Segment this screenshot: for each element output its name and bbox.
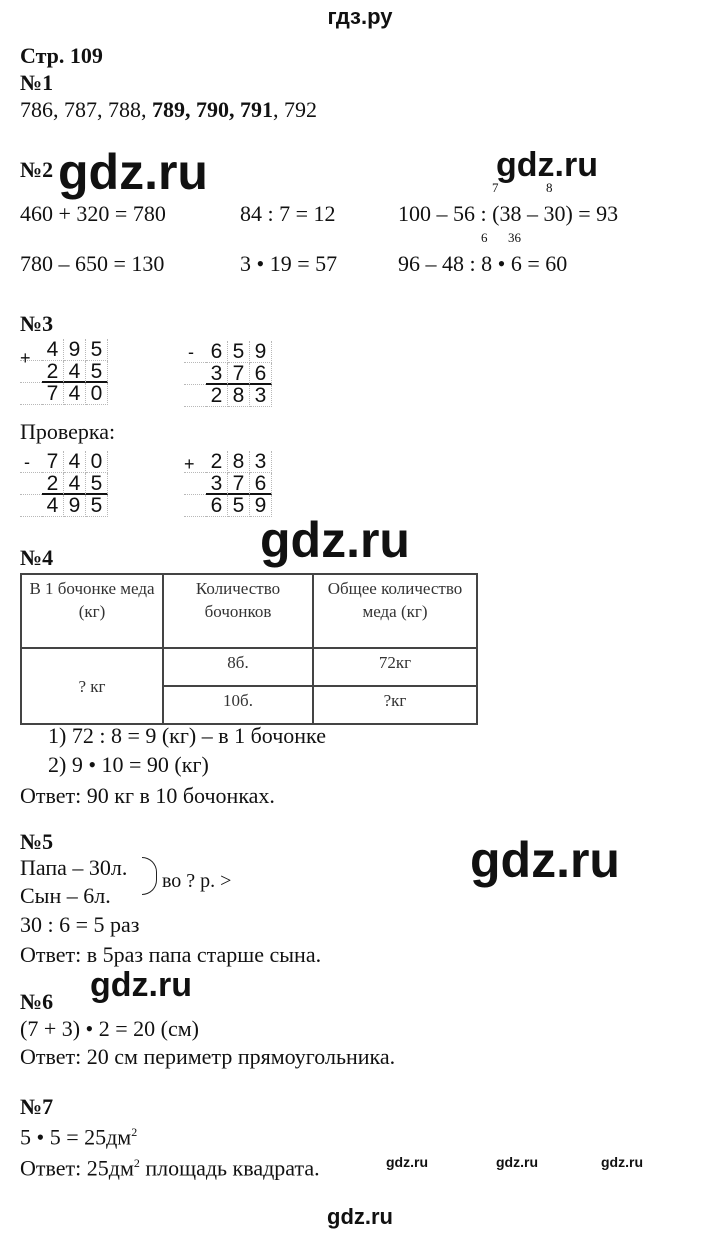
plus-sign: + [20,339,42,361]
column-subtraction [184,341,272,407]
digit: 4 [42,495,64,517]
table-cell: 8б. [163,648,313,686]
digit: 7 [42,383,64,405]
ex7-calc-text: 5 • 5 = 25дм [20,1124,132,1150]
digit: 8 [228,451,250,473]
ex1-bold: 789, 790, 791 [152,97,273,122]
watermark: gdz.ru [90,966,192,1004]
digit: 4 [64,383,86,405]
site-header: гдз.ру [327,4,393,29]
digit: 6 [206,495,228,517]
digit: 2 [206,451,228,473]
ex7-answer-end: площадь квадрата. [139,1155,320,1181]
digit: 3 [206,473,228,495]
ex2-expression: 84 : 7 = 12 [240,201,336,226]
ex2-expression: 460 + 320 = 780 [20,201,166,226]
comparison-bracket-icon [142,857,157,895]
ex4-step: 2) 9 • 10 = 90 (кг) [48,752,209,777]
digit: 7 [228,363,250,385]
digit: 4 [42,339,64,361]
ex5-question: во ? р. > [162,870,232,892]
digit: 4 [64,473,86,495]
exponent: 2 [133,1156,140,1170]
digit: 9 [250,495,272,517]
digit: 6 [250,473,272,495]
digit: 0 [86,383,108,405]
digit: 2 [206,385,228,407]
empty-cell [20,473,42,495]
ex2-expression: 3 • 19 = 57 [240,251,338,276]
watermark: gdz.ru [260,512,410,568]
watermark: gdz.ru [58,144,208,200]
ex7-calc [20,1120,137,1149]
ex2-expression: 780 – 650 = 130 [20,251,165,276]
ex4-step: 1) 72 : 8 = 9 (кг) – в 1 бочонке [48,723,326,748]
table-header-row [21,574,477,648]
digit: 7 [42,451,64,473]
watermark: gdz.ru [386,1154,428,1170]
column-header: Общее количество меда (кг) [313,574,477,648]
ex1-sequence [20,98,317,122]
watermark: gdz.ru [601,1154,643,1170]
digit: 9 [250,341,272,363]
empty-cell [184,495,206,517]
ex5-calc: 30 : 6 = 5 раз [20,912,140,937]
table-cell: ?кг [313,686,477,724]
ex5-line: Сын – 6л. [20,883,111,908]
digit: 6 [250,363,272,385]
table-row [21,648,477,686]
exponent: 2 [131,1125,138,1139]
ex1-title: №1 [20,70,54,95]
digit: 4 [64,361,86,383]
ex4-title: №4 [20,545,54,570]
empty-cell [20,361,42,383]
digit: 5 [86,495,108,517]
column-header: В 1 бочонке меда (кг) [21,574,163,648]
column-addition-check [184,451,272,517]
digit: 5 [86,339,108,361]
digit: 2 [42,473,64,495]
minus-sign: - [20,451,42,473]
table-cell: 10б. [163,686,313,724]
table-cell: ? кг [21,648,163,724]
column-addition [20,339,108,405]
digit: 3 [250,385,272,407]
ex1-normal-end: , 792 [273,97,317,122]
watermark: gdz.ru [470,832,620,888]
digit: 9 [64,495,86,517]
digit: 3 [206,363,228,385]
ex2-step-label: 8 [546,180,553,195]
ex6-calc: (7 + 3) • 2 = 20 (см) [20,1016,200,1041]
digit: 6 [206,341,228,363]
digit: 2 [42,361,64,383]
ex5-answer: Ответ: в 5раз папа старше сына. [20,942,322,967]
digit: 7 [228,473,250,495]
ex2-step-label: 36 [508,230,521,245]
ex2-expression: 96 – 48 : 8 • 6 = 60 [398,251,568,276]
ex5-line: Папа – 30л. [20,855,128,880]
empty-cell [20,383,42,405]
ex5-title: №5 [20,829,54,854]
empty-cell [184,363,206,385]
plus-sign: + [184,451,206,473]
honey-table [20,573,478,725]
empty-cell [20,495,42,517]
footer-watermark: gdz.ru [327,1204,393,1229]
digit: 9 [64,339,86,361]
digit: 0 [86,451,108,473]
ex1-normal-start: 786, 787, 788, [20,97,152,122]
digit: 8 [228,385,250,407]
ex7-answer-start: Ответ: 25дм [20,1155,134,1181]
digit: 5 [86,361,108,383]
ex6-answer: Ответ: 20 см периметр прямоугольника. [20,1044,396,1069]
empty-cell [184,473,206,495]
digit: 4 [64,451,86,473]
digit: 5 [228,341,250,363]
check-label: Проверка: [20,419,116,444]
table-cell: 72кг [313,648,477,686]
watermark: gdz.ru [496,146,598,184]
ex7-answer [20,1151,320,1180]
page-number: Стр. 109 [20,43,103,68]
ex2-step-label: 6 [481,230,488,245]
ex7-title: №7 [20,1094,54,1119]
digit: 5 [86,473,108,495]
minus-sign: - [184,341,206,363]
watermark: gdz.ru [496,1154,538,1170]
digit: 3 [250,451,272,473]
digit: 5 [228,495,250,517]
ex2-expression: 100 – 56 : (38 – 30) = 93 [398,201,619,226]
empty-cell [184,385,206,407]
column-subtraction-check [20,451,108,517]
ex4-answer: Ответ: 90 кг в 10 бочонках. [20,783,275,808]
ex2-title: №2 [20,157,54,182]
ex6-title: №6 [20,989,54,1014]
ex2-step-label: 7 [492,180,499,195]
ex3-title: №3 [20,311,54,336]
column-header: Количество бочонков [163,574,313,648]
